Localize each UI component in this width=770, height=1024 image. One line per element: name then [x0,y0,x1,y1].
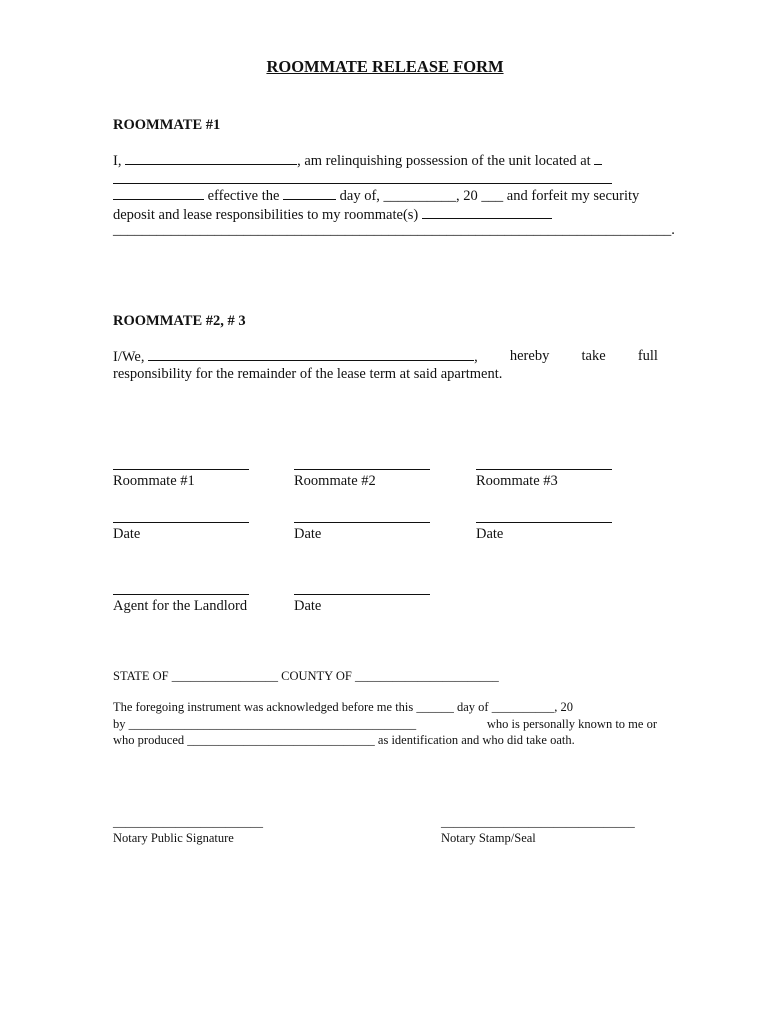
agent-signature-line[interactable] [113,594,249,595]
roommate1-name-blank[interactable] [125,152,297,165]
state-county-line: STATE OF _________________ COUNTY OF _______________________ [113,669,499,683]
iwe-label: I/We, [113,349,149,365]
notary-stamp-line[interactable]: _______________________________ [441,815,635,829]
agent-signature-label: Agent for the Landlord [113,598,248,614]
word-take: take [581,348,606,364]
roommate3-signature-line[interactable] [476,469,612,470]
notary-signature-line[interactable]: ________________________ [113,815,263,829]
roommate1-line3 [113,187,639,205]
roommate1-date-line[interactable] [113,522,249,523]
notary-para-line3: who produced ______________________________ as identification and who did take oath. [113,733,575,747]
word-hereby: hereby [509,348,550,364]
roommate2-signature-line[interactable] [294,469,430,470]
roommate23-line1 [113,348,658,366]
roommate1-heading: ROOMMATE #1 [113,117,221,133]
unit-address-blank-end[interactable] [113,187,204,200]
roommate3-date-label: Date [476,526,504,542]
roommate1-signature-line[interactable] [113,469,249,470]
roommate1-line1 [113,152,602,170]
roommate1-line5: _____________________________________________________________________________. [113,222,675,238]
roommate1-date-label: Date [113,526,141,542]
roommates-name-blank[interactable] [422,206,552,219]
roommate23-names-blank[interactable] [148,348,474,361]
roommate2-date-label: Date [294,526,322,542]
iwe-group: I/We, , [113,349,478,365]
notary-signature-label: Notary Public Signature [113,831,234,845]
roommate3-signature-label: Roommate #3 [476,473,558,489]
effective-day-blank[interactable] [283,187,336,200]
form-title: ROOMMATE RELEASE FORM [266,57,504,76]
unit-address-blank-start[interactable] [594,152,602,165]
notary-para-line2 [113,717,657,732]
notary-known-text: who is personally known to me or [486,717,657,731]
roommate23-heading: ROOMMATE #2, # 3 [113,313,246,329]
roommate1-signature-label: Roommate #1 [113,473,195,489]
notary-by-blank: by ______________________________________________ [113,717,417,731]
unit-address-blank-line[interactable] [113,183,612,184]
effective-label: effective the [204,188,284,204]
agent-date-line[interactable] [294,594,430,595]
notary-stamp-label: Notary Stamp/Seal [441,831,536,845]
roommate23-line2: responsibility for the remainder of the lease term at said apartment. [113,366,503,382]
roommate2-date-line[interactable] [294,522,430,523]
roommate2-signature-label: Roommate #2 [294,473,376,489]
roommate1-line1-prefix: I, [113,153,126,169]
roommate3-date-line[interactable] [476,522,612,523]
word-full: full [637,348,658,364]
day-of-text: day of, __________, 20 ___ and forfeit my security [336,188,640,204]
roommate1-line4-text: deposit and lease responsibilities to my roommate(s) [113,207,422,223]
agent-date-label: Date [294,598,322,614]
notary-para-line1: The foregoing instrument was acknowledged before me this ______ day of __________, 20 [113,700,573,714]
roommate1-line1-mid: , am relinquishing possession of the unit located at [297,153,595,169]
